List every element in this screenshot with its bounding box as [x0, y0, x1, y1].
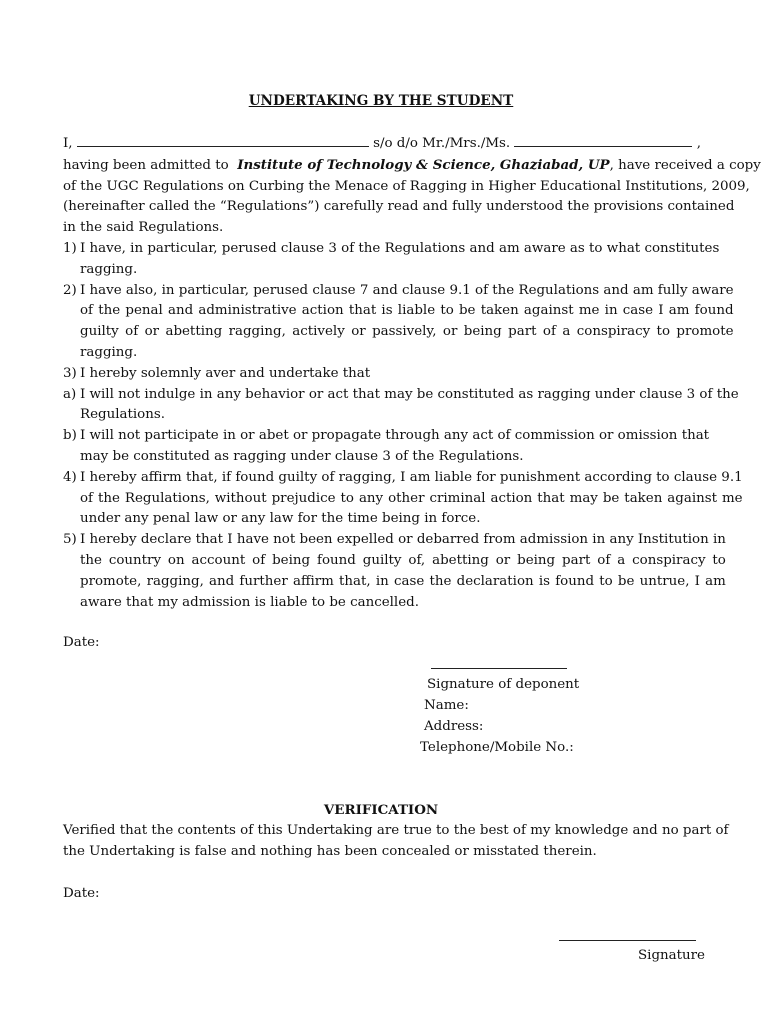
- item-line: I will not participate in or abet or propagate through any act of commission or omission that: [80, 428, 710, 444]
- item-line: I have, in particular, perused clause 3 of the Regulations and am aware as to what constitutes: [80, 240, 720, 256]
- intro-line-2: [63, 155, 761, 177]
- verification-body: [63, 820, 729, 862]
- item-line: I have also, in particular, perused clause 7 and clause 9.1 of the Regulations and am fully aware: [80, 282, 734, 298]
- verification-line-1: Verified that the contents of this Undertaking are true to the best of my knowledge and no part of: [63, 823, 729, 838]
- parent-name-blank: [514, 132, 692, 147]
- item-line: guilty of or abetting ragging, actively or passively, or being part of a conspiracy to promote: [80, 324, 734, 340]
- intro-line-1: [63, 132, 700, 155]
- item-label: 1): [63, 240, 77, 256]
- intro-line-4: (hereinafter called the “Regulations”) carefully read and fully understood the provisions contained: [63, 199, 735, 215]
- item-line: the country on account of being found guilty of, abetting or being part of a conspiracy to: [80, 552, 726, 568]
- list-item: [63, 239, 720, 281]
- address-label: Address:: [424, 719, 484, 734]
- admitted-prefix: having been admitted to: [63, 157, 229, 173]
- name-label: Name:: [424, 698, 469, 713]
- item-line: under any penal law or any law for the time being in force.: [80, 511, 481, 527]
- verification-title: VERIFICATION: [323, 802, 439, 818]
- intro-line-3: of the UGC Regulations on Curbing the Menace of Ragging in Higher Educational Institutions, 2009,: [63, 178, 750, 194]
- item-line: I will not indulge in any behavior or act that may be constituted as ragging under clause 3 of the: [80, 386, 739, 402]
- item-line: promote, ragging, and further affirm that, in case the declaration is found to be untrue, I am: [80, 573, 726, 589]
- item-line: I hereby declare that I have not been expelled or debarred from admission in any Institution in: [80, 532, 726, 548]
- verification-line-2: the Undertaking is false and nothing has been concealed or misstated therein.: [63, 844, 597, 859]
- item-label: 2): [63, 282, 77, 298]
- list-item: [63, 468, 743, 530]
- verification-date-label: Date:: [63, 886, 100, 901]
- item-label: b): [63, 428, 77, 444]
- item-label: 4): [63, 469, 77, 485]
- i-prefix: I,: [63, 136, 73, 151]
- item-line: of the Regulations, without prejudice to any other criminal action that may be taken against me: [80, 490, 743, 506]
- item-label: 5): [63, 532, 77, 548]
- admitted-suffix: , have received a copy: [609, 157, 761, 173]
- item-line: of the penal and administrative action that is liable to be taken against me in case I am found: [80, 303, 734, 319]
- document-title: UNDERTAKING BY THE STUDENT: [248, 93, 514, 109]
- item-line: I hereby solemnly aver and undertake that: [80, 365, 371, 381]
- verification-signature-line: [559, 940, 696, 941]
- date-label: Date:: [63, 635, 100, 650]
- deponent-signature-line: [431, 668, 567, 669]
- item-line: ragging.: [80, 261, 138, 277]
- telephone-label: Telephone/Mobile No.:: [420, 740, 574, 755]
- verification-signature-label: Signature: [638, 948, 705, 963]
- item-label: a): [63, 386, 77, 402]
- list-item: [63, 385, 739, 427]
- institution-name: Institute of Technology & Science, Ghaziabad, UP: [237, 156, 610, 173]
- item-line: Regulations.: [80, 407, 165, 423]
- list-item: [63, 364, 700, 385]
- student-name-blank: [77, 132, 369, 147]
- signature-of-deponent-label: Signature of deponent: [427, 677, 580, 692]
- undertaking-body: [63, 132, 761, 613]
- intro-comma: ,: [696, 136, 701, 151]
- list-item: [63, 426, 710, 468]
- item-line: ragging.: [80, 344, 138, 360]
- relation-label: s/o d/o Mr./Mrs./Ms.: [373, 136, 511, 151]
- item-line: may be constituted as ragging under clause 3 of the Regulations.: [80, 448, 524, 464]
- item-line: I hereby affirm that, if found guilty of ragging, I am liable for punishment according to clause 9.1: [80, 469, 743, 485]
- item-label: 3): [63, 365, 77, 381]
- intro-line-5: in the said Regulations.: [63, 220, 224, 236]
- item-line: aware that my admission is liable to be cancelled.: [80, 594, 419, 610]
- list-item: [63, 281, 734, 364]
- list-item: [63, 530, 726, 613]
